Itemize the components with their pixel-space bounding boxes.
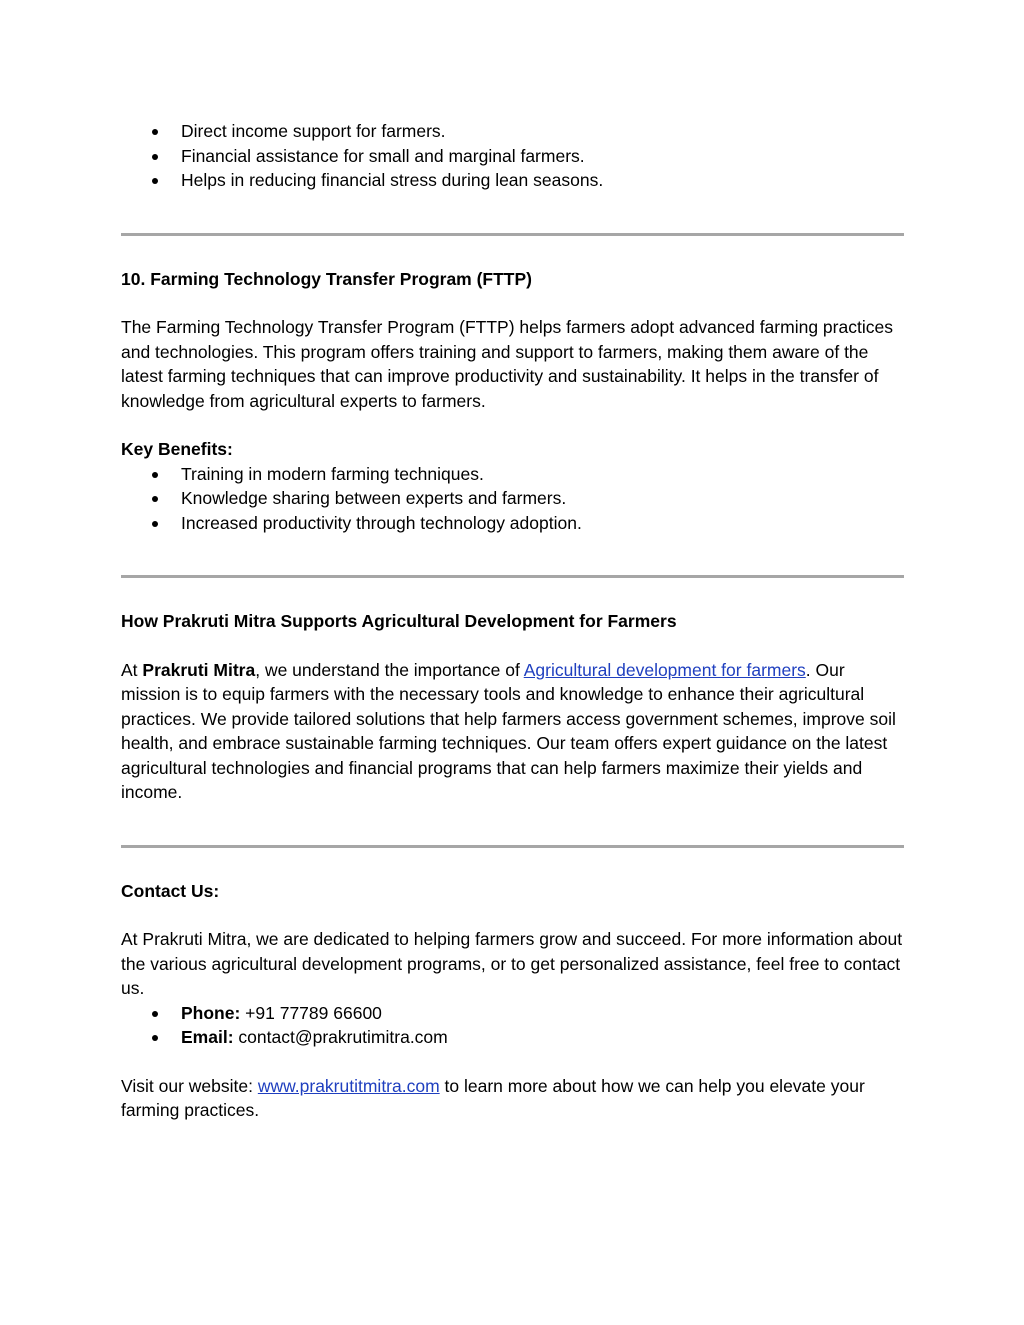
support-heading: How Prakruti Mitra Supports Agricultural Development for Farmers bbox=[121, 611, 677, 631]
list-item: Knowledge sharing between experts and farmers. bbox=[121, 486, 905, 511]
fttp-heading: 10. Farming Technology Transfer Program (FTTP) bbox=[121, 268, 532, 289]
bullet-icon bbox=[152, 521, 158, 527]
email-value: contact@prakrutimitra.com bbox=[233, 1027, 448, 1047]
key-benefits-heading: Key Benefits: bbox=[121, 439, 233, 459]
bullet-icon bbox=[152, 129, 158, 135]
visit-paragraph: Visit our website: www.prakrutitmitra.com to learn more about how we can help you elevate your farming practices. bbox=[121, 1075, 865, 1120]
list-item: Direct income support for farmers. bbox=[121, 119, 905, 144]
brand-name: Prakruti Mitra bbox=[142, 659, 256, 680]
bullet-icon bbox=[152, 472, 158, 478]
list-item: Helps in reducing financial stress during lean seasons. bbox=[121, 168, 905, 193]
fttp-paragraph: The Farming Technology Transfer Program (FTTP) helps farmers adopt advanced farming practices and technologies. This program offers training and support to farmers, making them aware of the latest farming techniques that can improve productivity and sustainability. It helps in the transfer of knowledge from agricultural experts to farmers. bbox=[121, 317, 893, 411]
section-divider bbox=[121, 845, 904, 848]
bullet-icon bbox=[152, 178, 158, 184]
list-item: Training in modern farming techniques. bbox=[121, 462, 905, 487]
email-label: Email: bbox=[181, 1027, 234, 1047]
bullet-icon bbox=[152, 1011, 158, 1017]
support-paragraph: At Prakruti Mitra, we understand the importance of Agricultural development for farmers. Our mission is to equip farmers with the necessary tools and knowledge to enhance their agricultural practices. We provide tailored solutions that help farmers access government schemes, improve soil health, and embrace sustainable farming techniques. Our team offers expert guidance on the latest agricultural technologies and financial programs that can help farmers maximize their yields and income. bbox=[121, 659, 896, 802]
phone-value: +91 77789 66600 bbox=[240, 1002, 382, 1023]
fttp-benefit-list bbox=[121, 462, 905, 536]
contact-heading: Contact Us: bbox=[121, 880, 220, 901]
list-item bbox=[121, 1001, 905, 1026]
bullet-icon bbox=[152, 496, 158, 502]
list-item: Financial assistance for small and marginal farmers. bbox=[121, 144, 905, 169]
website-link[interactable]: www.prakrutitmitra.com bbox=[257, 1075, 440, 1096]
section-divider bbox=[121, 575, 904, 578]
bullet-icon bbox=[152, 154, 158, 160]
contact-paragraph: At Prakruti Mitra, we are dedicated to helping farmers grow and succeed. For more information about the various agricultural development programs, or to get personalized assistance, feel free to contact us. bbox=[121, 929, 903, 998]
section-divider bbox=[121, 233, 904, 236]
list-item bbox=[121, 1025, 905, 1050]
agricultural-development-link[interactable]: Agricultural development for farmers bbox=[523, 659, 806, 680]
phone-label: Phone: bbox=[181, 1002, 241, 1023]
list-item: Increased productivity through technology adoption. bbox=[121, 511, 905, 536]
document-page bbox=[121, 119, 905, 1123]
contact-list bbox=[121, 1001, 905, 1050]
intro-benefit-list bbox=[121, 119, 905, 193]
bullet-icon bbox=[152, 1035, 158, 1041]
